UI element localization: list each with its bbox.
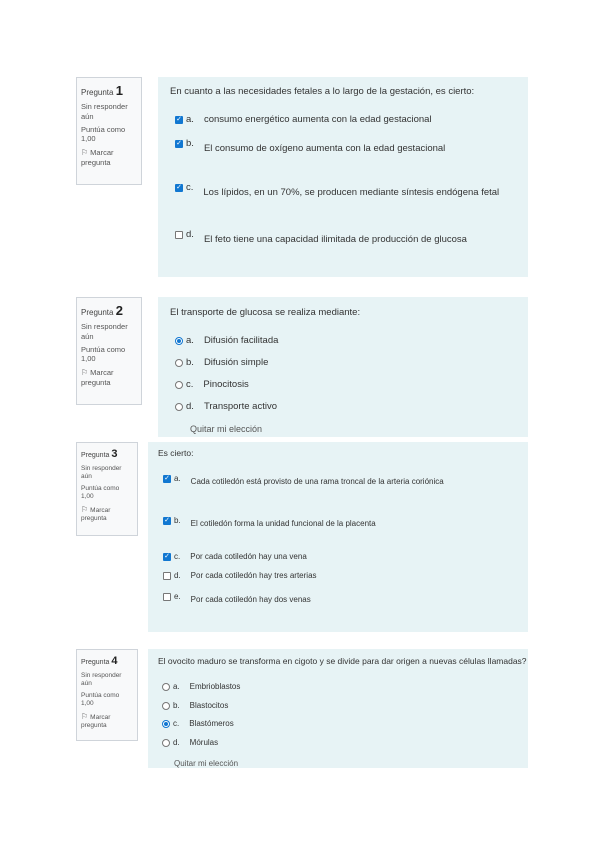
option-letter: a. — [186, 335, 194, 346]
option-text: Cada cotiledón está provisto de una rama troncal de la arteria coriónica — [190, 477, 444, 486]
checkbox[interactable]: ✓ — [176, 116, 182, 123]
question-number: 1 — [115, 83, 123, 98]
option-letter: c. — [186, 379, 194, 390]
option-text: Blastocitos — [189, 701, 229, 710]
question-number: 2 — [115, 303, 123, 318]
flag-question-label: Marcar pregunta — [81, 714, 111, 730]
option-letter: a. — [174, 474, 181, 483]
radio-button[interactable] — [162, 720, 170, 728]
question-content-4 — [148, 649, 528, 768]
option-letter: e. — [174, 592, 181, 601]
question-content-2 — [158, 297, 528, 437]
radio-button[interactable] — [175, 359, 183, 367]
option-text: El feto tiene una capacidad ilimitada de producción de glucosa — [203, 234, 467, 245]
flag-question-label: Marcar pregunta — [81, 507, 111, 523]
answer-option-d[interactable] — [175, 401, 277, 412]
option-letter: d. — [186, 401, 194, 412]
question-mark: Puntúa como 1,00 — [81, 125, 126, 144]
flag-question-link[interactable] — [81, 505, 133, 523]
radio-button[interactable] — [175, 403, 183, 411]
option-text: Los lípidos, en un 70%, se producen mediante síntesis endógena fetal — [203, 187, 500, 198]
checkbox[interactable]: ✓ — [176, 140, 182, 147]
answer-option-b[interactable] — [163, 516, 376, 528]
checkbox[interactable]: ✓ — [164, 475, 170, 482]
option-letter: c. — [186, 182, 194, 193]
answer-option-d[interactable] — [175, 229, 467, 245]
checkbox[interactable]: ✓ — [164, 517, 170, 524]
question-status: Sin responder aún — [81, 102, 128, 121]
option-letter: d. — [174, 571, 181, 580]
question-status: Sin responder aún — [81, 322, 128, 341]
answer-option-a[interactable] — [175, 335, 278, 346]
flag-icon: ⚐ — [81, 367, 89, 377]
option-text: Transporte activo — [203, 401, 277, 412]
option-letter: c. — [173, 719, 180, 728]
question-header — [81, 655, 133, 669]
answer-option-a[interactable] — [163, 474, 444, 486]
option-text: El consumo de oxígeno aumenta con la edad gestacional — [203, 143, 446, 154]
option-text: El cotiledón forma la unidad funcional de la placenta — [190, 519, 376, 528]
flag-question-label: Marcar pregunta — [81, 147, 114, 167]
question-info-2 — [76, 297, 142, 405]
answer-option-c[interactable] — [175, 379, 249, 390]
option-text: Por cada cotiledón hay dos venas — [190, 595, 311, 604]
option-text: Pinocitosis — [203, 379, 249, 390]
option-text: Difusión simple — [203, 357, 269, 368]
question-status: Sin responder aún — [81, 464, 122, 480]
question-label: Pregunta — [81, 308, 114, 317]
option-letter: c. — [174, 552, 181, 561]
flag-question-link[interactable] — [81, 148, 137, 167]
answer-option-d[interactable] — [162, 738, 218, 747]
question-header — [81, 83, 137, 99]
question-label: Pregunta — [81, 88, 114, 97]
answer-option-a[interactable] — [162, 682, 240, 691]
checkbox[interactable] — [163, 593, 171, 601]
flag-question-link[interactable] — [81, 712, 133, 730]
answer-option-b[interactable] — [162, 701, 228, 710]
checkbox[interactable]: ✓ — [164, 553, 170, 560]
option-letter: d. — [186, 229, 194, 240]
question-number: 4 — [111, 655, 118, 667]
question-header — [81, 303, 137, 319]
checkbox[interactable] — [175, 231, 183, 239]
question-info-1 — [76, 77, 142, 185]
flag-icon: ⚐ — [81, 147, 89, 157]
option-letter: a. — [173, 682, 180, 691]
answer-option-e[interactable] — [163, 592, 311, 604]
answer-option-c[interactable] — [163, 552, 307, 561]
question-content-1 — [158, 77, 528, 277]
checkbox[interactable] — [163, 572, 171, 580]
radio-button[interactable] — [162, 739, 170, 747]
option-text: Difusión facilitada — [203, 335, 279, 346]
clear-choice-link[interactable]: Quitar mi elección — [174, 759, 239, 768]
flag-question-label: Marcar pregunta — [81, 367, 114, 387]
flag-icon: ⚐ — [81, 712, 89, 722]
answer-option-a[interactable] — [175, 114, 432, 125]
question-status: Sin responder aún — [81, 671, 122, 687]
option-text: consumo energético aumenta con la edad gestacional — [203, 114, 432, 125]
radio-button[interactable] — [162, 702, 170, 710]
question-label: Pregunta — [81, 452, 110, 459]
radio-button[interactable] — [175, 337, 183, 345]
option-letter: b. — [186, 138, 194, 149]
option-text: Blastómeros — [189, 719, 234, 728]
option-letter: b. — [186, 357, 194, 368]
answer-option-b[interactable] — [175, 357, 268, 368]
question-label: Pregunta — [81, 659, 110, 666]
option-letter: b. — [174, 516, 181, 525]
flag-question-link[interactable] — [81, 368, 137, 387]
flag-icon: ⚐ — [81, 505, 89, 515]
answer-option-b[interactable] — [175, 138, 446, 154]
option-letter: d. — [173, 738, 180, 747]
answer-option-d[interactable] — [163, 571, 317, 580]
radio-button[interactable] — [162, 683, 170, 691]
question-header — [81, 448, 133, 462]
option-text: Embrioblastos — [189, 682, 241, 691]
option-letter: a. — [186, 114, 194, 125]
question-mark: Puntúa como 1,00 — [81, 692, 120, 708]
question-text: En cuanto a las necesidades fetales a lo largo de la gestación, es cierto: — [170, 86, 475, 97]
answer-option-c[interactable] — [175, 182, 500, 198]
option-letter: b. — [173, 701, 180, 710]
question-info-3 — [76, 442, 138, 536]
question-content-3 — [148, 442, 528, 632]
question-text: Es cierto: — [158, 448, 194, 458]
checkbox[interactable]: ✓ — [176, 184, 182, 191]
question-mark: Puntúa como 1,00 — [81, 345, 126, 364]
clear-choice-link[interactable]: Quitar mi elección — [190, 424, 263, 434]
question-number: 3 — [111, 448, 118, 460]
question-text: El ovocito maduro se transforma en cigoto y se divide para dar origen a nuevas células llamadas? — [158, 656, 527, 666]
option-text: Por cada cotiledón hay una vena — [190, 552, 307, 561]
option-text: Por cada cotiledón hay tres arterias — [190, 571, 317, 580]
question-info-4 — [76, 649, 138, 741]
answer-option-c[interactable] — [162, 719, 234, 728]
radio-button[interactable] — [175, 381, 183, 389]
question-text: El transporte de glucosa se realiza mediante: — [170, 307, 361, 318]
question-mark: Puntúa como 1,00 — [81, 485, 120, 501]
option-text: Mórulas — [189, 738, 219, 747]
